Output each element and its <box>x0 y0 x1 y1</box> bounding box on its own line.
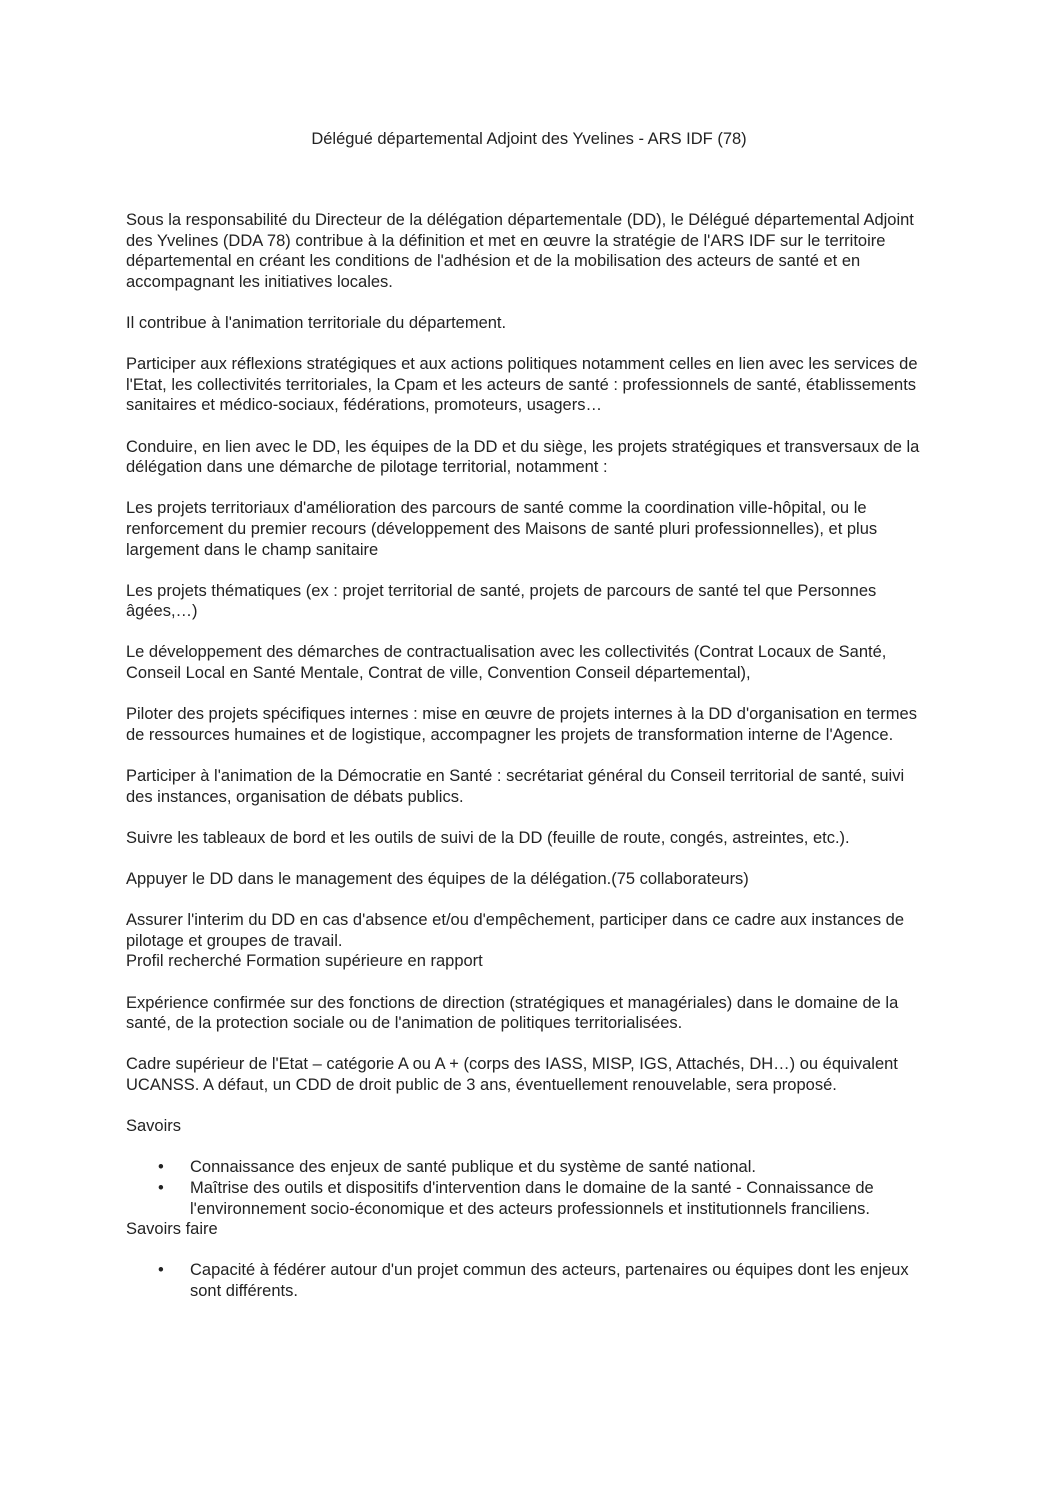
paragraph-projets-territoriaux: Les projets territoriaux d'amélioration des parcours de santé comme la coordination ville-hôpital, ou le renforcement du premier recours (développement des Maisons de santé pluri professionnelles), et plus largement dans le champ sanitaire <box>126 499 878 559</box>
piloter-text: mise en œuvre de projets internes à la DD d'organisation en termes de ressources humaines et de logistique, accompagner les projets de transformation interne de l'Agence. <box>126 705 917 744</box>
paragraph-conduire: Conduire, en lien avec le DD, les équipes de la DD et du siège, les projets stratégiques et transversaux de la délégation dans une démarche de pilotage territorial, notamment : <box>126 437 920 477</box>
thematiques-lead: Les projets thématiques (ex : <box>126 581 338 600</box>
paragraph-cadre: Cadre supérieur de l'Etat – catégorie A ou A + (corps des IASS, MISP, IGS, Attachés, DH…) ou équivalent UCANSS. A défaut, un CDD de droit public de 3 ans, éventuellement renouvelable, sera proposé. <box>126 1055 898 1094</box>
piloter-lead: Piloter des projets spécifiques internes : <box>126 705 418 724</box>
page-title: Délégué départemental Adjoint des Yvelines - ARS IDF (78) <box>311 130 747 148</box>
paragraph-democratie <box>126 766 931 807</box>
document-body <box>126 210 931 1301</box>
paragraph-management: Appuyer le DD dans le management des équipes de la délégation.(75 collaborateurs) <box>126 870 749 888</box>
paragraph-experience: Expérience confirmée sur des fonctions de direction (stratégiques et managériales) dans le domaine de la santé, de la protection sociale ou de l'animation de politiques territorialisées. <box>126 993 899 1033</box>
savoirs-faire-heading: Savoirs faire <box>126 1220 218 1239</box>
list-item: • Capacité à fédérer autour d'un projet commun des acteurs, partenaires ou équipes dont les enjeux sont différents. <box>190 1260 931 1301</box>
list-item: • Maîtrise des outils et dispositifs d'intervention dans le domaine de la santé - Connaissance de l'environnement socio-économique et des acteurs professionnels et institutionnels franciliens. <box>190 1178 931 1219</box>
savoirs-list <box>126 1157 931 1219</box>
savoirs-heading: Savoirs <box>126 1117 182 1136</box>
paragraph-thematiques <box>126 581 931 622</box>
paragraph-tableaux: Suivre les tableaux de bord et les outils de suivi de la DD (feuille de route, congés, astreintes, etc.). <box>126 828 850 847</box>
paragraph-intro: Sous la responsabilité du Directeur de la délégation départementale (DD), le Délégué départemental Adjoint des Yvelines (DDA 78) contribue à la définition et met en œuvre la stratégie de l'ARS IDF sur le territoire départemental en créant les conditions de l'adhésion et de la mobilisation des acteurs de santé et en accompagnant les initiatives locales. <box>126 211 914 291</box>
democratie-text: secrétariat général du Conseil territorial de santé, suivi des instances, organisation de débats publics. <box>126 767 905 806</box>
paragraph-profil: Profil recherché Formation supérieure en rapport <box>126 952 483 971</box>
paragraph-animation: Il contribue à l'animation territoriale du département. <box>126 313 507 332</box>
paragraph-piloter <box>126 704 931 745</box>
thematiques-text: projet territorial de santé, projets de parcours de santé tel que Personnes âgées,…) <box>126 581 877 621</box>
paragraph-interim: Assurer l'interim du DD en cas d'absence et/ou d'empêchement, participer dans ce cadre aux instances de pilotage et groupes de travail. <box>126 911 905 950</box>
paragraph-contractualisation: Le développement des démarches de contractualisation avec les collectivités (Contrat Locaux de Santé, Conseil Local en Santé Mentale, Contrat de ville, Convention Conseil départemental), <box>126 643 887 683</box>
democratie-lead: Participer à l'animation de la Démocratie en Santé : <box>126 767 502 786</box>
savoirs-faire-list <box>126 1260 931 1301</box>
paragraph-reflexions: Participer aux réflexions stratégiques et aux actions politiques notamment celles en lien avec les services de l'Etat, les collectivités territoriales, la Cpam et les acteurs de santé : professionnels de santé, établissements sanitaires et médico-sociaux, fédérations, promoteurs, usagers… <box>126 355 918 415</box>
list-item: • Connaissance des enjeux de santé publique et du système de santé national. <box>190 1157 931 1178</box>
